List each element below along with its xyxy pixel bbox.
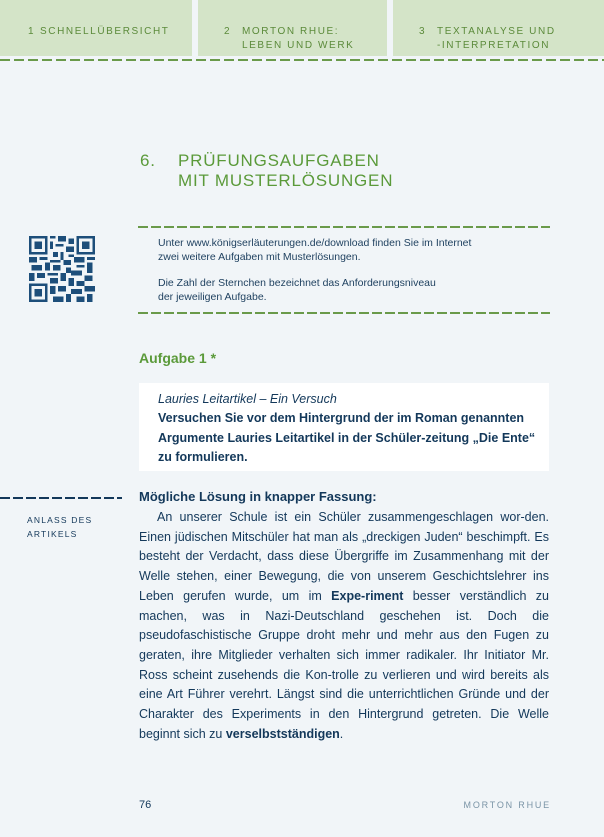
info-text-line: der jeweiligen Aufgabe. <box>158 291 267 303</box>
tab-textanalyse-und-interpretation[interactable] <box>393 0 604 56</box>
tab-label-line: -INTERPRETATION <box>437 40 551 51</box>
header-divider <box>0 59 604 61</box>
running-footer-title: MORTON RHUE <box>463 800 551 810</box>
download-info <box>158 236 471 264</box>
tab-label-line: MORTON RHUE: <box>242 26 340 37</box>
chapter-title-text <box>178 151 393 191</box>
page-number: 76 <box>139 799 152 811</box>
info-text-line: Unter www.königserläuterungen.de/download finden Sie im Internet <box>158 237 472 249</box>
solution-bold-term: verselbstständigen <box>225 726 340 741</box>
solution-bold-term: Expe-riment <box>331 588 404 603</box>
margin-note-line: ANLASS DES <box>27 515 93 525</box>
chapter-number: 6. <box>140 151 156 170</box>
tab-label <box>437 25 556 53</box>
solution-text <box>139 508 549 744</box>
solution-heading: Mögliche Lösung in knapper Fassung: <box>139 489 377 504</box>
task-description: Versuchen Sie vor dem Hintergrund der im Roman genannten Argumente Lauries Leitartikel in der Schüler-zeitung „Die Ente“ zu formulieren. <box>158 411 536 464</box>
chapter-title-line: MIT MUSTERLÖSUNGEN <box>178 171 394 190</box>
tab-label-line: LEBEN UND WERK <box>242 40 355 51</box>
info-divider-bottom <box>138 312 550 314</box>
tab-schnelluebersicht[interactable] <box>0 0 192 56</box>
solution-text-part: An unserer Schule ist ein Schüler zusammengeschlagen wor-den. Einen jüdischen Mitschüler hat man als „dreckigen Juden“ beschimpft. Es besteht der Verdacht, dass diese Übergriffe im Zusammenhang mit der Welle stehen, einer Bewegung, die von unserem Geschichtslehrer ins Leben gerufen wurde, um im <box>139 510 549 603</box>
tab-label: SCHNELLÜBERSICHT <box>40 26 170 37</box>
tab-label <box>242 25 354 53</box>
info-divider-top <box>138 226 550 228</box>
info-text-line: zwei weitere Aufgaben mit Musterlösungen. <box>158 251 361 263</box>
tab-number: 3 <box>419 26 427 37</box>
task-heading: Aufgabe 1 * <box>139 350 217 366</box>
qr-code-icon[interactable] <box>29 236 95 302</box>
margin-note <box>27 513 92 541</box>
chapter-navigation-tabs <box>0 0 604 56</box>
chapter-title-line: PRÜFUNGSAUFGABEN <box>178 151 380 170</box>
sidenote-divider <box>0 497 122 499</box>
task-subtitle: Lauries Leitartikel – Ein Versuch <box>158 392 337 406</box>
task-box <box>139 383 549 471</box>
solution-text-part: . <box>339 726 344 741</box>
tab-number: 2 <box>224 26 232 37</box>
tab-label-line: TEXTANALYSE UND <box>437 26 556 37</box>
tab-morton-rhue-leben-und-werk[interactable] <box>198 0 387 56</box>
tab-number: 1 <box>28 26 36 37</box>
margin-note-line: ARTIKELS <box>27 529 78 539</box>
solution-text-part: besser verständlich zu machen, was in Nazi-Deutschland geschehen ist. Doch die pseudofaschistische Gruppe droht mehr und mehr aus den Fugen zu geraten, ihre Mitglieder verhalten sich immer radikaler. Ihr Initiator Mr. Ross scheint zusehends die Kon-trolle zu verlieren und wird bereits als eine Art Führer verehrt. Längst sind die unterrichtlichen Gründe und der Charakter des Experiments in den Hintergrund getreten. Die Welle beginnt sich zu <box>139 588 550 741</box>
difficulty-info <box>158 276 436 304</box>
info-text-line: Die Zahl der Sternchen bezeichnet das Anforderungsniveau <box>158 277 436 289</box>
